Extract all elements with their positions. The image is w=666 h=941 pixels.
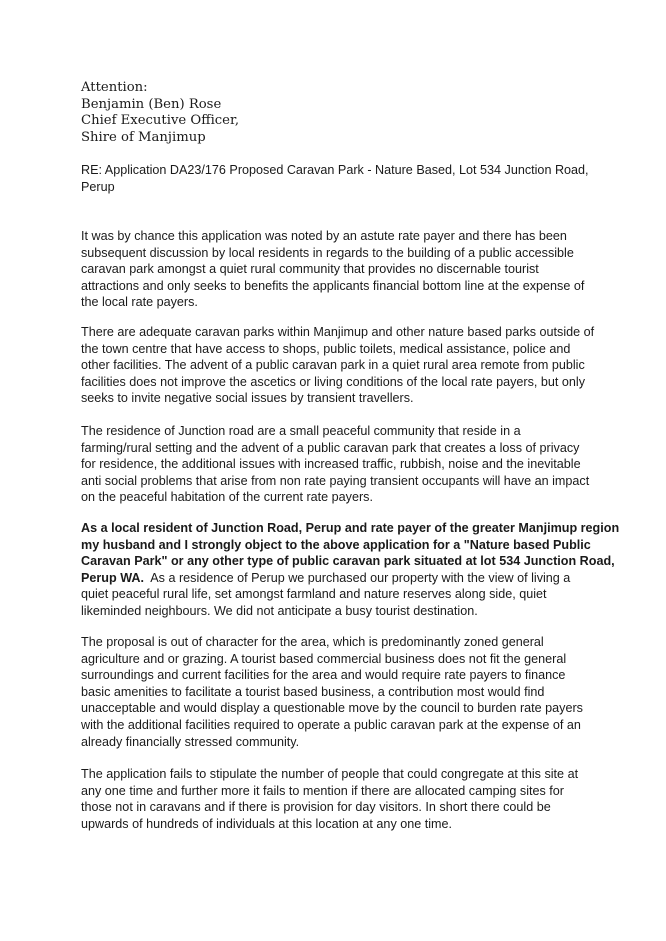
recipient-position: Chief Executive Officer, [81,113,240,129]
paragraph-text: As a residence of Perup we purchased our property with the view of living a [143,570,571,585]
bold-objection-line: Caravan Park" or any other type of public caravan park situated at lot 534 Junction Road, [81,554,615,569]
paragraph-line: It was by chance this application was noted by an astute rate payer and there has been [81,229,567,243]
paragraph-line: caravan park amongst a quiet rural community that provides no discernable tourist [81,262,539,277]
re-line: Perup [81,179,115,194]
bold-objection-line: my husband and I strongly object to the above application for a "Nature based Public [81,537,591,552]
paragraph-line: attractions and only seeks to benefits the applicants financial bottom line at the expense of [81,278,585,293]
paragraph-line: with the additional facilities required to operate a public caravan park at the expense of an [81,717,581,732]
recipient-organisation: Shire of Manjimup [81,129,206,145]
paragraph-line: other facilities. The advent of a public caravan park in a quiet rural area remote from public [81,358,585,373]
paragraph-2 [81,324,601,407]
paragraph-line: for residence, the additional issues with increased traffic, rubbish, noise and the inevitable [81,457,581,472]
paragraph-line: quiet peaceful rural life, set amongst farmland and nature reserves along side, quiet [81,587,547,602]
paragraph-6 [81,766,601,832]
paragraph-line: facilities does not improve the ascetics or living conditions of the local rate payers, but only [81,374,586,389]
paragraph-line: unacceptable and would display a questionable move by the council to burden rate payers [81,701,583,716]
paragraph-line: The residence of Junction road are a small peaceful community that reside in a [81,424,521,438]
paragraph-1 [81,228,601,311]
bold-location: Perup WA. [81,570,144,585]
paragraph-line: the town centre that have access to shops, public toilets, medical assistance, police and [81,341,571,356]
re-subject-line [81,162,601,195]
paragraph-line: The proposal is out of character for the area, which is predominantly zoned general [81,635,544,649]
paragraph-4-objection [81,520,620,620]
paragraph-line: anti social problems that arise from non rate paying transient occupants will have an impact [81,473,590,488]
paragraph-line: surroundings and current facilities for the area and would require rate payers to finance [81,668,566,683]
recipient-address-block [81,80,239,146]
bold-objection-line: As a local resident of Junction Road, Perup and rate payer of the greater Manjimup region [81,521,620,535]
paragraph-line: likeminded neighbours. We did not anticipate a busy tourist destination. [81,603,478,618]
paragraph-line: upwards of hundreds of individuals at this location at any one time. [81,816,453,831]
paragraph-line: farming/rural setting and the advent of a public caravan park that creates a loss of privacy [81,440,580,455]
paragraph-line: There are adequate caravan parks within Manjimup and other nature based parks outside of [81,325,595,339]
paragraph-3 [81,423,601,506]
attention-line: Attention: [81,80,148,95]
recipient-name: Benjamin (Ben) Rose [81,96,222,112]
paragraph-line: the local rate payers. [81,295,198,310]
paragraph-line: those not in caravans and if there is provision for day visitors. In short there could be [81,800,551,815]
paragraph-line: basic amenities to facilitate a tourist based business, a contribution most would find [81,684,545,699]
paragraph-line: agriculture and or grazing. A tourist based commercial business does not fit the general [81,651,567,666]
paragraph-5 [81,634,601,750]
paragraph-line: seeks to invite negative social issues by transient travellers. [81,391,414,406]
paragraph-line: The application fails to stipulate the number of people that could congregate at this site at [81,767,579,781]
paragraph-line: any one time and further more it fails to mention if there are allocated camping sites for [81,783,565,798]
paragraph-line: already financially stressed community. [81,734,300,749]
paragraph-line: on the peaceful habitation of the current rate payers. [81,490,373,505]
re-line: RE: Application DA23/176 Proposed Caravan Park - Nature Based, Lot 534 Junction Road, [81,163,589,177]
paragraph-line: subsequent discussion by local residents in regards to the building of a public accessible [81,245,574,260]
